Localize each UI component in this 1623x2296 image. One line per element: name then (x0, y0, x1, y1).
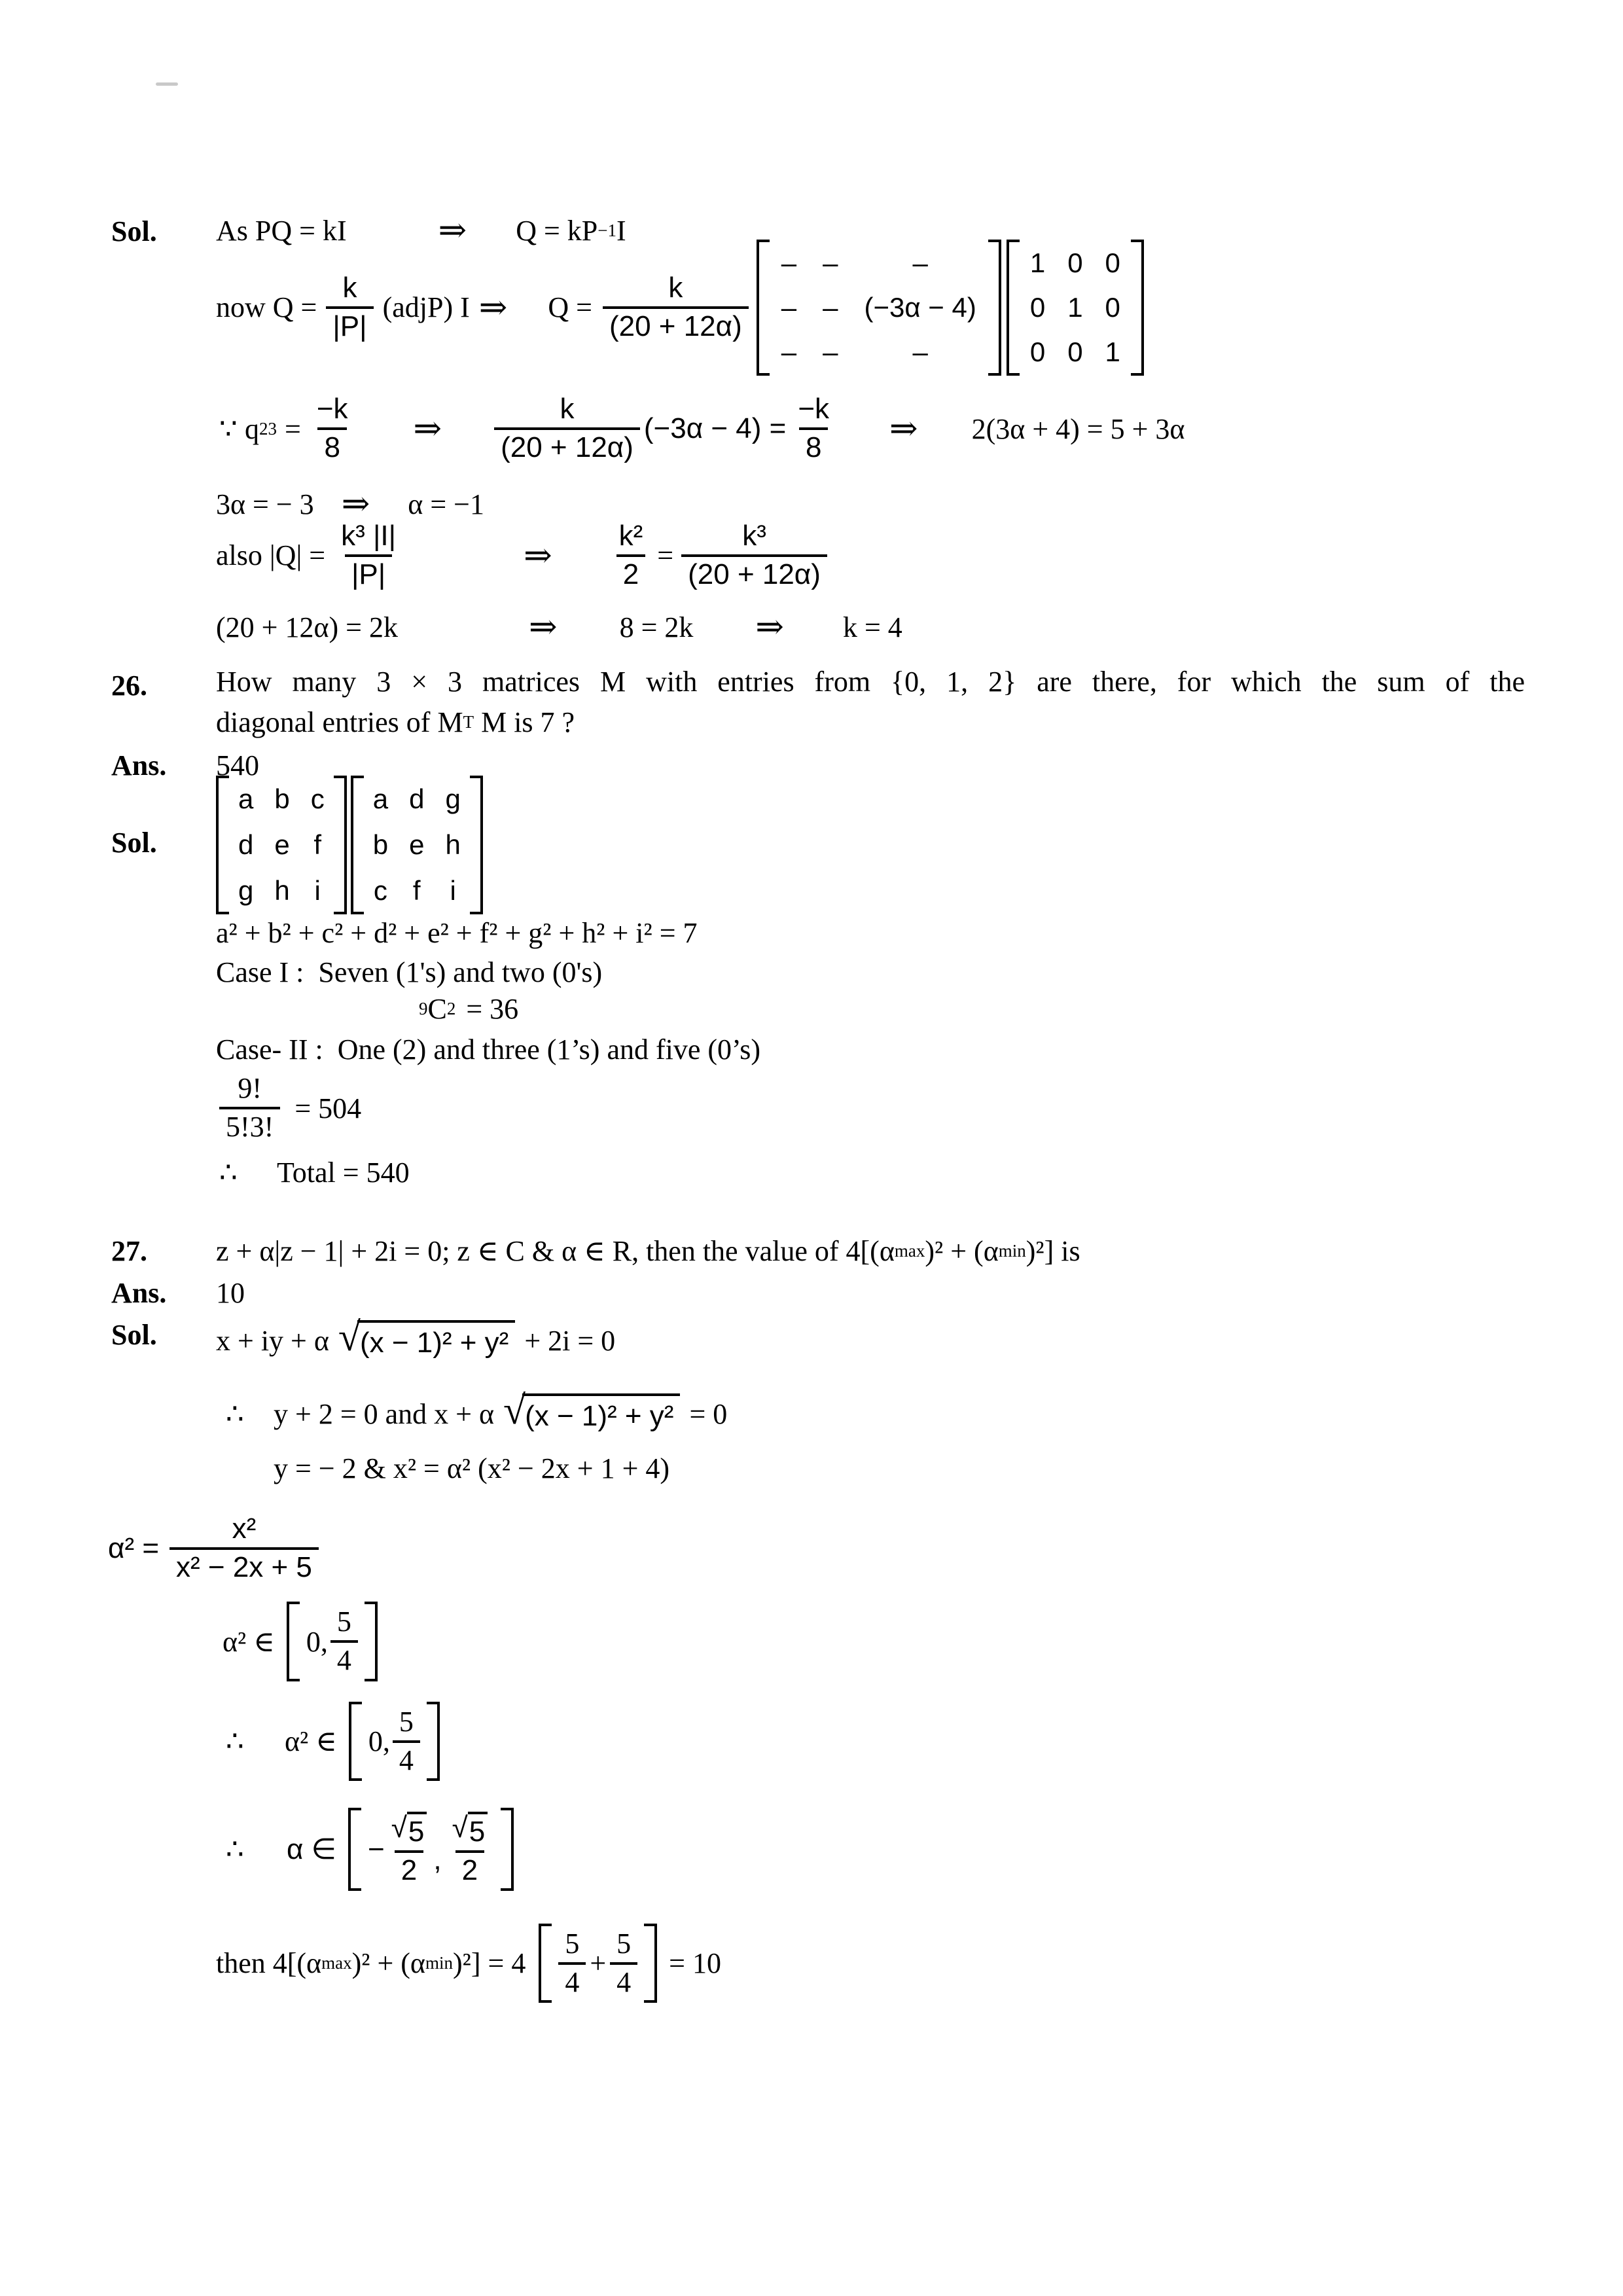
matrix-cell: b (274, 783, 290, 814)
denominator: |P| (326, 306, 373, 344)
answer-27 (216, 1276, 245, 1310)
fraction (681, 520, 827, 591)
formula-line-alpha-squared (108, 1498, 319, 1599)
formula-text: now Q = (216, 291, 317, 323)
answer-value: 10 (216, 1277, 245, 1309)
numerator: k (668, 271, 683, 304)
matrix-cell: 1 (1067, 291, 1083, 323)
formula-text: C (427, 993, 447, 1025)
bracket-left (757, 240, 770, 376)
interval (287, 1602, 378, 1681)
bracket-left (348, 1808, 361, 1891)
case2-line (216, 1033, 760, 1066)
numerator: 5 (616, 1927, 632, 1960)
subscript: max (894, 1241, 925, 1261)
matrix-pair-row (216, 778, 483, 912)
numerator: 9! (238, 1072, 262, 1105)
formula-text: 2(3α + 4) = 5 + 3α (971, 412, 1185, 445)
formula-line-interval2 (226, 1694, 440, 1789)
fraction (219, 1072, 280, 1143)
implies-arrow: ⇒ (889, 410, 918, 448)
fraction (603, 272, 749, 343)
question-text: )²] is (1026, 1235, 1080, 1267)
matrix-cell: – (781, 336, 797, 367)
denominator: 8 (799, 427, 828, 465)
formula-text: y = − 2 & x² = α² (x² − 2x + 1 + 4) (274, 1452, 670, 1484)
formula-text: = 504 (294, 1092, 362, 1124)
subscript: min (998, 1241, 1026, 1261)
question-27-line (216, 1234, 1080, 1268)
fraction (446, 1812, 495, 1887)
formula-text: (adjP) I (382, 291, 470, 323)
fraction (385, 1812, 434, 1887)
superscript: 9 (419, 999, 428, 1018)
fraction (613, 520, 650, 591)
matrix-cell: e (409, 829, 425, 860)
formula-text: α² ∈ (285, 1725, 337, 1757)
interval (348, 1808, 514, 1891)
formula-text: Q = kP (516, 214, 598, 247)
bracket-left (349, 1702, 362, 1781)
superscript: −1 (597, 220, 616, 240)
fraction (393, 1706, 420, 1777)
matrix-m-transpose (351, 776, 483, 914)
matrix-cell: a (372, 783, 389, 814)
question-text: M is 7 ? (474, 706, 575, 738)
numerator: 5 (399, 1705, 414, 1738)
question-26-line2 (216, 706, 575, 739)
minus-sign: − (368, 1833, 385, 1865)
square-root (503, 1388, 680, 1434)
denominator: x² − 2x + 5 (169, 1547, 319, 1585)
bracket-left (539, 1924, 552, 2003)
matrix-cell: 0 (1029, 336, 1046, 367)
bracket-left (287, 1602, 300, 1681)
matrix-unknown-entries (757, 240, 1001, 376)
bracket-right (427, 1702, 440, 1781)
matrix-cell: f (313, 829, 322, 860)
denominator: 4 (330, 1640, 358, 1677)
subscript: max (321, 1953, 352, 1973)
case1-line (216, 956, 602, 989)
matrix-cell: c (310, 783, 325, 814)
bracket-left (1007, 240, 1020, 376)
denominator: 5!3! (219, 1107, 280, 1144)
formula-text: α = −1 (408, 488, 484, 520)
comma: , (433, 1844, 442, 1876)
formula-text: + 2i = 0 (524, 1324, 616, 1357)
sol-label-27: Sol. (111, 1319, 157, 1351)
therefore-symbol: ∴ (219, 1157, 238, 1189)
numerator: k³ |I| (341, 519, 397, 552)
formula-line-k4 (216, 607, 902, 647)
bracket-right (644, 1924, 657, 2003)
radicand: 5 (407, 1812, 427, 1849)
matrix-cell: – (781, 247, 797, 278)
implies-arrow: ⇒ (755, 609, 784, 646)
bracket-left (216, 776, 229, 914)
implies-arrow: ⇒ (413, 410, 442, 448)
matrix-cell: d (409, 783, 425, 814)
formula-text: 8 = 2k (619, 611, 694, 643)
sol-label-26: Sol. (111, 827, 157, 859)
fraction (494, 393, 640, 464)
denominator: 4 (393, 1740, 420, 1778)
numerator: k (342, 271, 357, 304)
matrix-cell: 0 (1105, 247, 1120, 278)
radical-sign: √ (338, 1315, 361, 1359)
radical-sign: √ (452, 1811, 468, 1844)
answer-value: 540 (216, 749, 259, 781)
question-number-27: 27. (111, 1235, 147, 1267)
fraction (330, 1605, 358, 1677)
formula-line-sqrt1 (216, 1308, 615, 1373)
radical-sign: √ (503, 1388, 526, 1433)
formula-text: = 36 (466, 993, 519, 1025)
formula-text: (20 + 12α) = 2k (216, 611, 398, 643)
fraction (610, 1928, 637, 1999)
denominator: (20 + 12α) (681, 554, 827, 592)
matrix-cell: 1 (1029, 247, 1046, 278)
numerator: k² (618, 519, 643, 552)
bracket-right (470, 776, 483, 914)
denominator: 4 (610, 1962, 637, 2000)
matrix-cell: e (274, 829, 290, 860)
plus-sign: + (590, 1947, 607, 1979)
matrix-m (216, 776, 347, 914)
denominator: (20 + 12α) (494, 427, 640, 465)
interval (349, 1702, 440, 1781)
formula-text: = 10 (669, 1947, 721, 1979)
formula-text: y + 2 = 0 and x + α (274, 1397, 495, 1430)
sum-of-squares-line (216, 916, 698, 950)
matrix-cell: i (450, 874, 456, 906)
total-line (219, 1156, 410, 1189)
denominator: 8 (317, 427, 346, 465)
matrix-cell: 0 (1105, 291, 1120, 323)
scan-artifact (156, 82, 178, 86)
question-number-26: 26. (111, 670, 147, 702)
denominator: 2 (395, 1850, 423, 1888)
numerator: −k (798, 393, 830, 425)
bracket-right (501, 1808, 514, 1891)
formula-text: = 0 (689, 1397, 728, 1430)
question-text: diagonal entries of M (216, 706, 463, 738)
formula-line-y2 (274, 1452, 669, 1485)
formula-text: As PQ = kI (216, 214, 347, 247)
case-text: Case I : Seven (1's) and two (0's) (216, 956, 603, 988)
radicand: 5 (468, 1812, 488, 1849)
subscript: min (425, 1953, 454, 1973)
numerator: 5 (336, 1605, 351, 1638)
formula-line-sqrt2 (226, 1381, 727, 1446)
matrix-identity (1007, 240, 1144, 376)
matrix-cell: 1 (1105, 336, 1120, 367)
matrix-cell: a (238, 783, 254, 814)
factorial-fraction-line (219, 1066, 361, 1151)
fraction (558, 1928, 586, 1999)
formula-text: Total = 540 (277, 1157, 410, 1189)
matrix-cell: h (445, 829, 461, 860)
therefore-symbol: ∴ (226, 1725, 244, 1757)
implies-arrow: ⇒ (529, 609, 558, 646)
implies-arrow: ⇒ (341, 486, 370, 523)
matrix-cell: b (372, 829, 389, 860)
denominator: (20 + 12α) (603, 306, 749, 344)
formula-line-final (216, 1912, 721, 2014)
matrix-cell: – (912, 336, 928, 367)
matrix-cell: – (912, 247, 928, 278)
bracket-right (988, 240, 1001, 376)
formula-text: I (616, 214, 626, 247)
formula-text: )²] = 4 (453, 1947, 526, 1979)
matrix-cell: 0 (1067, 336, 1083, 367)
numerator: x² (232, 1512, 257, 1545)
sol-label-25: Sol. (111, 215, 157, 247)
formula-text: )² + (α (351, 1947, 425, 1979)
square-root (338, 1315, 515, 1361)
formula-text: α² = (108, 1532, 160, 1564)
fraction (310, 393, 355, 464)
formula-text: a² + b² + c² + d² + e² + f² + g² + h² + i² = 7 (216, 917, 698, 949)
formula-text: = (285, 412, 301, 445)
bracketed-sum (539, 1924, 657, 2003)
matrix-cell: h (274, 874, 290, 906)
implies-arrow: ⇒ (478, 289, 508, 327)
bracket-right (1131, 240, 1144, 376)
numerator: k (560, 393, 575, 425)
matrix-cell: d (238, 829, 254, 860)
denominator: 4 (558, 1962, 586, 2000)
formula-line-interval1 (223, 1596, 378, 1687)
formula-text: k = 4 (842, 611, 902, 643)
question-text: )² + (α (925, 1235, 999, 1267)
ans-label-27: Ans. (111, 1277, 167, 1309)
fraction (326, 272, 373, 343)
question-text: z + α|z − 1| + 2i = 0; z ∈ C & α ∈ R, then the value of 4[(α (216, 1235, 895, 1267)
implies-arrow: ⇒ (524, 537, 552, 575)
formula-text: also |Q| = (216, 539, 326, 571)
matrix-cell: i (314, 874, 321, 906)
matrix-cell: g (238, 874, 254, 906)
denominator: 2 (616, 554, 645, 592)
formula-text: 3α = − 3 (216, 488, 314, 520)
formula-line-detq (216, 508, 827, 603)
radical-sign: √ (391, 1811, 407, 1844)
matrix-cell: (−3α − 4) (864, 291, 976, 323)
formula-line-q23 (219, 386, 1185, 471)
fraction (334, 520, 402, 591)
matrix-cell: – (823, 247, 838, 278)
radicand: (x − 1)² + y² (357, 1320, 515, 1359)
matrix-cell: 0 (1067, 247, 1083, 278)
matrix-cell: – (781, 291, 797, 323)
formula-text: x + iy + α (216, 1324, 329, 1357)
formula-text: (−3α − 4) = (643, 412, 787, 444)
interval-lower: 0, (368, 1725, 390, 1757)
matrix-cell: 0 (1029, 291, 1046, 323)
interval-lower: 0, (306, 1625, 328, 1658)
formula-text: then 4[(α (216, 1947, 322, 1979)
formula-text: Q = (548, 291, 592, 323)
combination-line (419, 992, 518, 1026)
matrix-cell: g (445, 783, 461, 814)
matrix-cell: – (823, 336, 838, 367)
implies-arrow: ⇒ (438, 212, 467, 249)
formula-text: = (657, 539, 674, 571)
numerator: 5 (565, 1927, 580, 1960)
superscript: T (463, 712, 474, 732)
matrix-cell: c (373, 874, 387, 906)
bracket-right (365, 1602, 378, 1681)
radicand: (x − 1)² + y² (522, 1393, 680, 1433)
formula-text: α ∈ (287, 1833, 336, 1865)
subscript: 23 (259, 418, 277, 439)
therefore-symbol: ∴ (226, 1833, 244, 1865)
subscript: 2 (446, 999, 456, 1018)
case-text: Case- II : One (2) and three (1’s) and five (0’s) (216, 1033, 761, 1066)
bracket-right (334, 776, 347, 914)
fraction (791, 393, 836, 464)
numerator: −k (316, 393, 348, 425)
ans-label-26: Ans. (111, 749, 167, 781)
denominator: |P| (345, 554, 392, 592)
formula-text: α² ∈ (223, 1625, 275, 1658)
question-26-line1: How many 3 × 3 matrices M with entries from {0, 1, 2} are there, for which the sum of the (216, 666, 1525, 698)
fraction (169, 1513, 319, 1584)
matrix-cell: – (823, 291, 838, 323)
formula-line-interval3 (226, 1792, 514, 1907)
denominator: 2 (455, 1850, 484, 1888)
numerator: k³ (742, 519, 766, 552)
formula-text: ∵ q (219, 412, 259, 445)
bracket-left (351, 776, 364, 914)
formula-line-adjp (216, 243, 1144, 371)
therefore-symbol: ∴ (226, 1397, 244, 1430)
matrix-cell: f (412, 874, 421, 906)
